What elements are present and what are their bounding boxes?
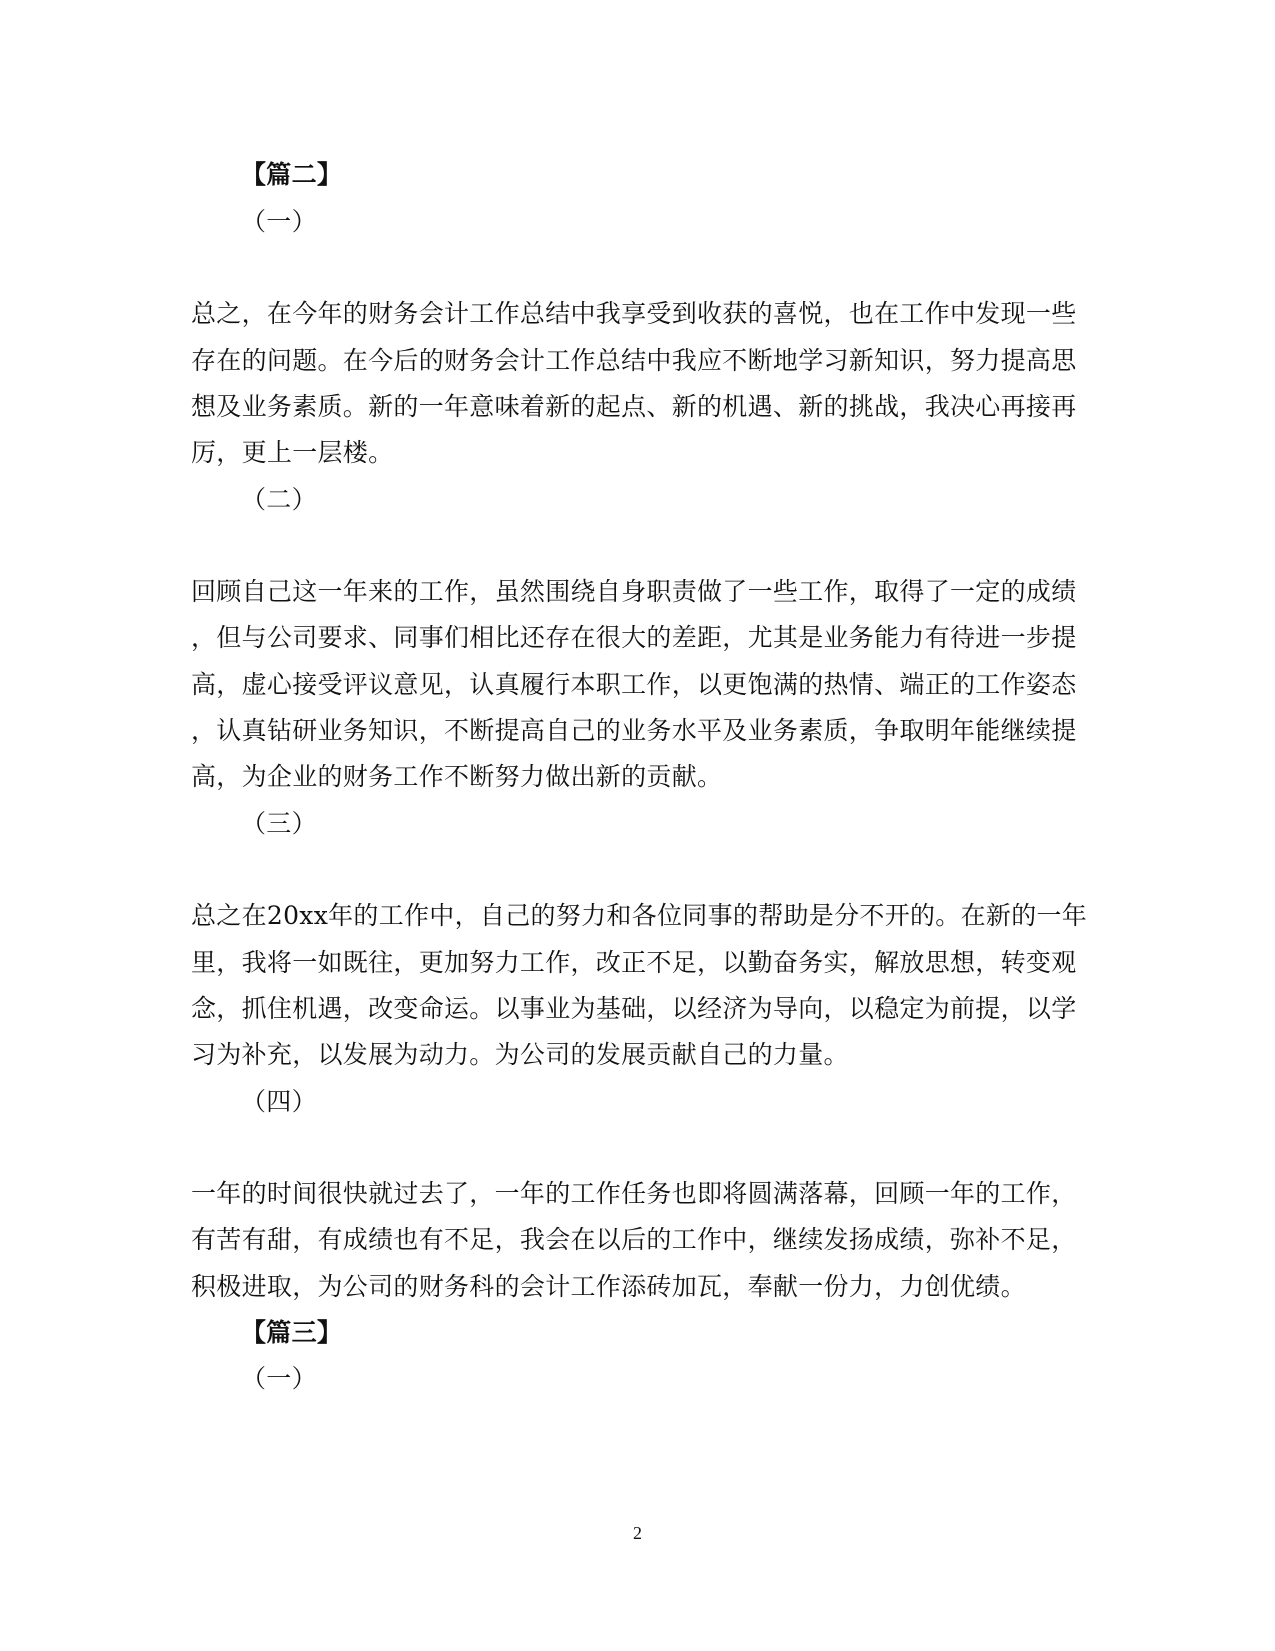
- paragraph-line: 存在的问题。在今后的财务会计工作总结中我应不断地学习新知识，努力提高思: [191, 346, 1077, 375]
- paragraph-line: 一年的时间很快就过去了，一年的工作任务也即将圆满落幕，回顾一年的工作，: [191, 1179, 1077, 1208]
- paragraph-line: 回顾自己这一年来的工作，虽然围绕自身职责做了一些工作，取得了一定的成绩: [191, 577, 1077, 606]
- section-title-pian3: 【篇三】: [241, 1318, 343, 1347]
- paragraph-line: 习为补充，以发展为动力。为公司的发展贡献自己的力量。: [191, 1040, 849, 1069]
- paragraph-line: 有苦有甜，有成绩也有不足，我会在以后的工作中，继续发扬成绩，弥补不足，: [191, 1225, 1077, 1254]
- page-number: 2: [633, 1523, 642, 1543]
- subsection-label: （一）: [241, 1364, 317, 1393]
- subsection-label: （一）: [241, 207, 317, 236]
- section-title-pian2: 【篇二】: [241, 160, 343, 189]
- paragraph-line: 念，抓住机遇，改变命运。以事业为基础，以经济为导向，以稳定为前提，以学: [191, 994, 1077, 1023]
- subsection-label: （二）: [241, 485, 317, 514]
- paragraph-line: 想及业务素质。新的一年意味着新的起点、新的机遇、新的挑战，我决心再接再: [191, 392, 1077, 421]
- paragraph-line: ，认真钻研业务知识，不断提高自己的业务水平及业务素质，争取明年能继续提: [191, 716, 1077, 745]
- paragraph-line: 厉，更上一层楼。: [191, 438, 394, 467]
- paragraph-line: 里，我将一如既往，更加努力工作，改正不足，以勤奋务实，解放思想，转变观: [191, 948, 1077, 977]
- paragraph-line: ，但与公司要求、同事们相比还存在很大的差距，尤其是业务能力有待进一步提: [191, 623, 1077, 652]
- subsection-label: （四）: [241, 1087, 317, 1116]
- paragraph-line: 高，虚心接受评议意见，认真履行本职工作，以更饱满的热情、端正的工作姿态: [191, 670, 1077, 699]
- paragraph-line: 积极进取，为公司的财务科的会计工作添砖加瓦，奉献一份力，力创优绩。: [191, 1272, 1026, 1301]
- paragraph-line: 总之在20xx年的工作中，自己的努力和各位同事的帮助是分不开的。在新的一年: [191, 901, 1088, 930]
- paragraph-line: 总之，在今年的财务会计工作总结中我享受到收获的喜悦，也在工作中发现一些: [191, 299, 1077, 328]
- subsection-label: （三）: [241, 809, 317, 838]
- paragraph-line: 高，为企业的财务工作不断努力做出新的贡献。: [191, 762, 723, 791]
